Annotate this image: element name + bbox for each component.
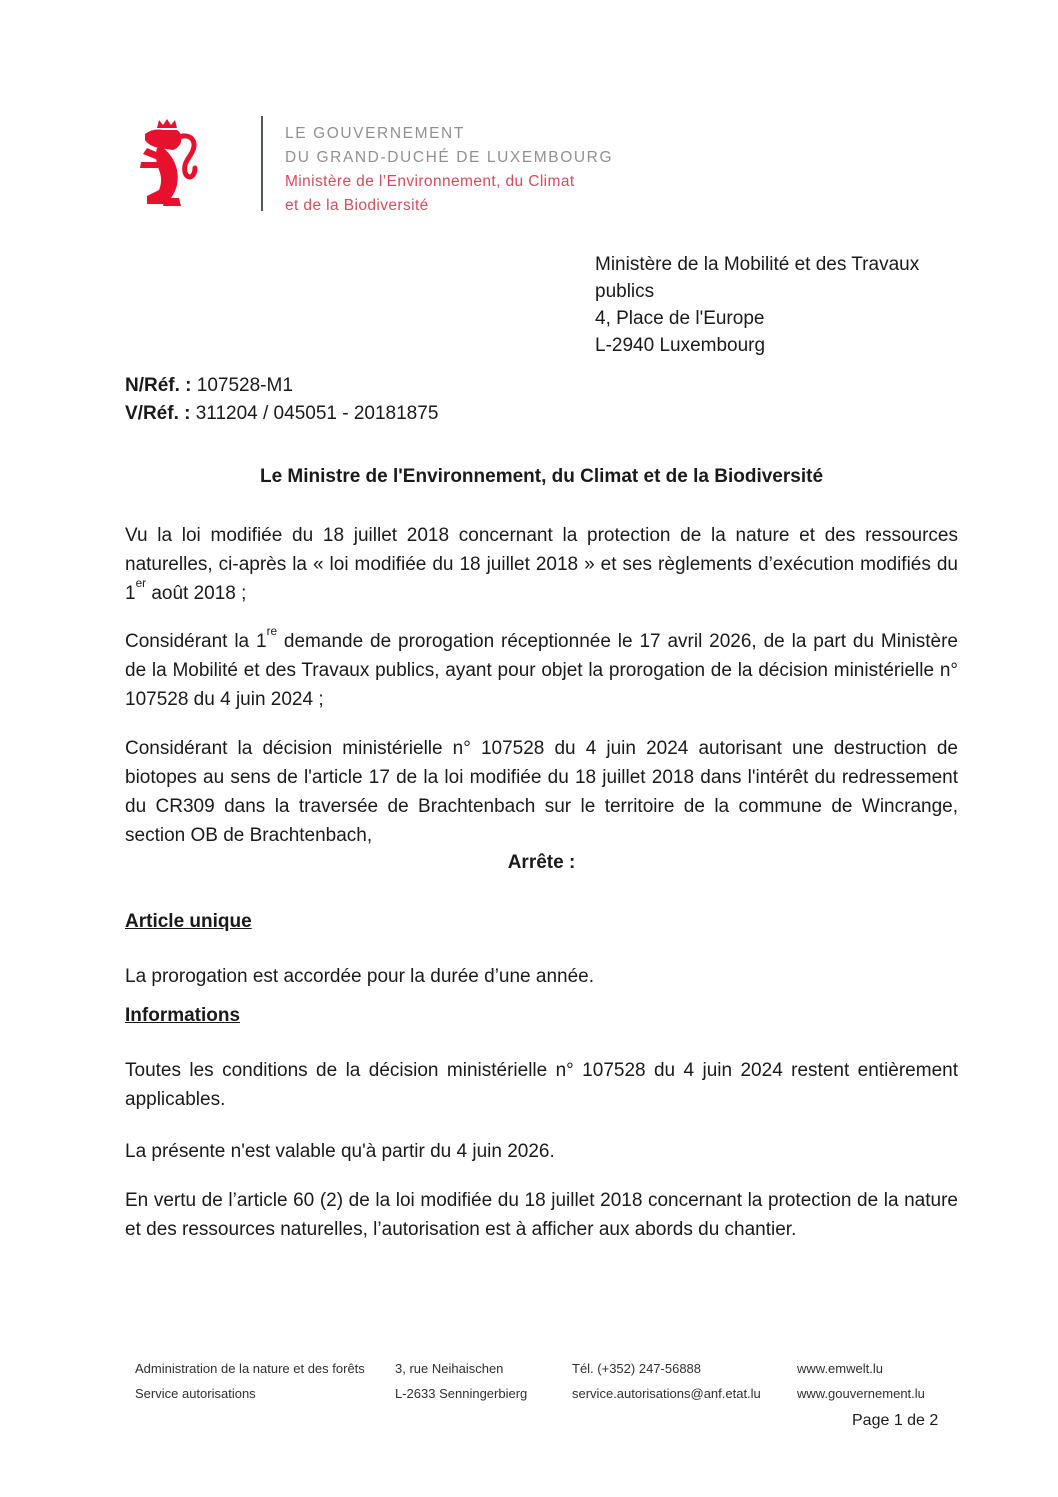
recipient-line: L-2940 Luxembourg (595, 335, 766, 356)
government-logo (135, 116, 613, 218)
logo-divider (261, 116, 263, 211)
luxembourg-lion-icon (135, 118, 201, 210)
footer-phone: Tél. (+352) 247-56888 (572, 1361, 702, 1376)
paragraph-prorogation: La prorogation est accordée pour la durée d’une année. (125, 966, 595, 987)
paragraph-vu-la-loi (125, 521, 958, 608)
paragraph-considerant-decision: Considérant la décision ministérielle n° 107528 du 4 juin 2024 autorisant une destruction de biotopes au sens de l'article 17 de la loi modifiée du 18 juillet 2018 dans l'intérêt du redressement du CR309 dans la traversée de Brachtenbach sur le territoire de la commune de Wincrange, section OB de Brachtenbach, (125, 738, 958, 846)
recipient-line: Ministère de la Mobilité et des Travaux (595, 254, 920, 275)
informations-heading: Informations (125, 1005, 241, 1026)
arrete-heading: Arrête : (507, 852, 576, 873)
gov-line-1: LE GOUVERNEMENT (285, 125, 465, 142)
footer-administration (135, 1356, 365, 1406)
paragraph-text: demande de prorogation réceptionnée le 17 avril 2026, de la part du Ministère de la Mobilité et des Travaux publics, ayant pour objet la prorogation de la décision ministérielle n° 107528 du 4 juin 2024 ; (125, 631, 958, 710)
paragraph-affichage: En vertu de l’article 60 (2) de la loi modifiée du 18 juillet 2018 concernant la protection de la nature et des ressources naturelles, l’autorisation est à afficher aux abords du chantier. (125, 1190, 958, 1240)
gov-line-2: DU GRAND-DUCHÉ DE LUXEMBOURG (285, 149, 614, 166)
article-unique-heading: Article unique (125, 911, 252, 932)
ordinal-superscript: re (266, 624, 278, 638)
paragraph-text: Considérant la 1 (125, 631, 267, 652)
footer-websites (797, 1356, 925, 1406)
document-title: Le Ministre de l'Environnement, du Climat et de la Biodiversité (259, 466, 824, 487)
footer-line: Administration de la nature et des forêts (135, 1361, 365, 1376)
paragraph-text: Vu la loi modifiée du 18 juillet 2018 concernant la protection de la nature et des ressources naturelles, ci-après la « loi modifiée du 18 juillet 2018 » et ses règlements d’exécution modifiés du 1 (125, 525, 958, 604)
our-reference-label: N/Réf. : (125, 375, 192, 396)
footer-website: www.gouvernement.lu (797, 1386, 925, 1401)
footer-email: service.autorisations@anf.etat.lu (572, 1386, 761, 1401)
footer-website: www.emwelt.lu (797, 1361, 883, 1376)
logo-text (285, 116, 613, 218)
our-reference (125, 372, 438, 400)
ministry-line-1: Ministère de l’Environnement, du Climat (285, 173, 575, 190)
paragraph-considerant-demande (125, 624, 958, 714)
footer-line: L-2633 Senningerbierg (395, 1386, 528, 1401)
your-reference-value: 311204 / 045051 - 20181875 (195, 403, 439, 424)
reference-block (125, 372, 438, 428)
footer-address (395, 1356, 527, 1406)
your-reference-label: V/Réf. : (125, 403, 191, 424)
ministry-line-2: et de la Biodiversité (285, 197, 429, 214)
recipient-address (595, 251, 919, 359)
page-indicator: Page 1 de 2 (852, 1412, 939, 1429)
footer-line: Service autorisations (135, 1386, 256, 1401)
paragraph-conditions: Toutes les conditions de la décision ministérielle n° 107528 du 4 juin 2024 restent entièrement applicables. (125, 1060, 958, 1110)
footer-contact (572, 1356, 761, 1406)
ordinal-superscript: er (135, 576, 147, 590)
our-reference-value: 107528-M1 (196, 375, 293, 396)
paragraph-text: août 2018 ; (146, 583, 247, 604)
recipient-line: publics (595, 281, 655, 302)
footer-line: 3, rue Neihaischen (395, 1361, 504, 1376)
your-reference (125, 400, 438, 428)
recipient-line: 4, Place de l'Europe (595, 308, 765, 329)
paragraph-validite: La présente n'est valable qu'à partir du 4 juin 2026. (125, 1141, 555, 1162)
